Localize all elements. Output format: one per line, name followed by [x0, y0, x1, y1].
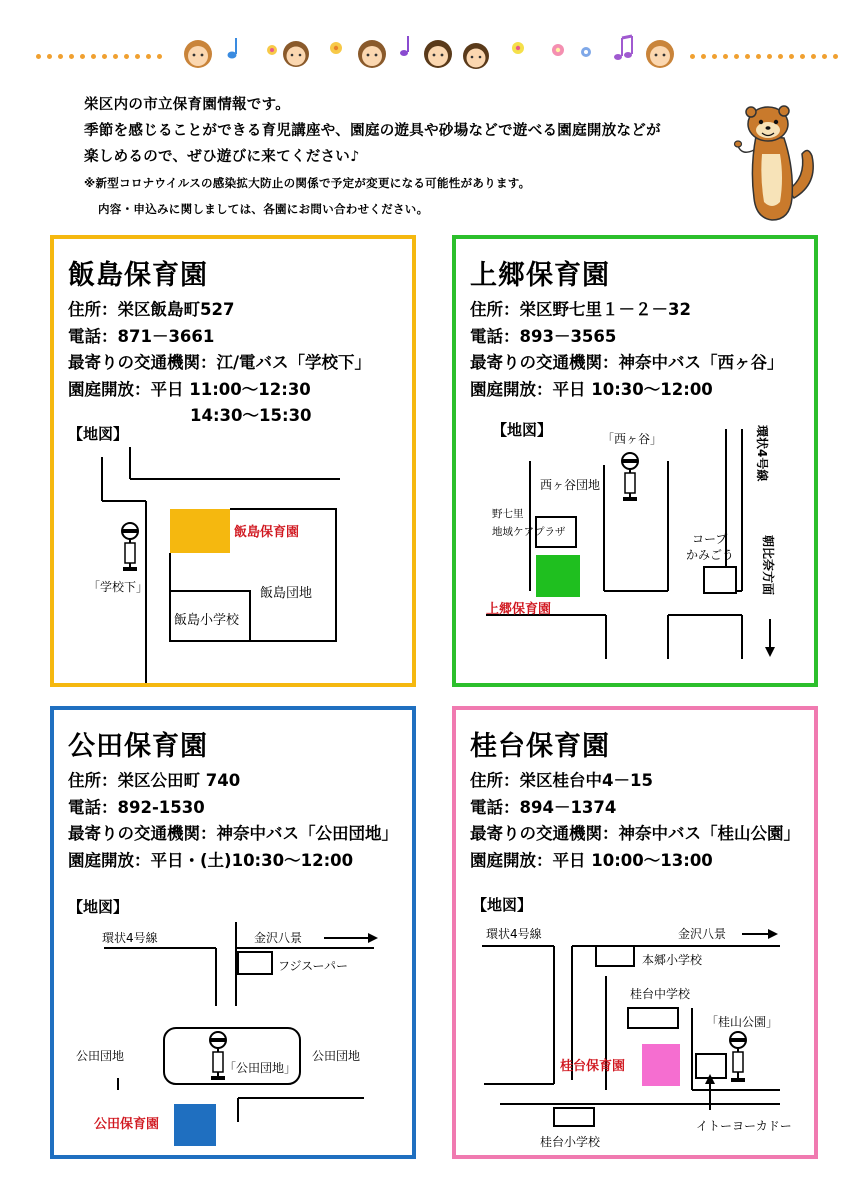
card-kamigo — [452, 235, 818, 687]
map-katsuradai — [456, 710, 814, 1155]
map-plaza-label-1: 野七里 — [492, 508, 524, 520]
ito-building — [696, 1054, 726, 1078]
nursery-marker — [536, 555, 580, 597]
card-iijima — [50, 235, 416, 687]
map-nursery-label: 公田保育園 — [94, 1117, 160, 1132]
child-face-icon — [358, 40, 386, 68]
address: 住所：栄区公田町 740 — [68, 771, 241, 790]
address: 住所：栄区飯島町527 — [68, 300, 235, 319]
child-face-icon — [283, 41, 309, 67]
chu-school-building — [628, 1008, 678, 1028]
map-title: 【地図】 — [68, 898, 129, 916]
map-bus-stop-label: 「西ヶ谷」 — [602, 432, 663, 446]
map-danchi-right-label: 公田団地 — [312, 1049, 361, 1063]
map-plaza-label-2: 地域ケアプラザ — [492, 526, 566, 538]
map-direction-label: 金沢八景 — [254, 931, 303, 945]
direction-arrow-icon — [324, 933, 378, 943]
direction-arrow-icon — [742, 929, 778, 939]
map-bus-stop-label: 「公田団地」 — [224, 1061, 297, 1075]
dots-left — [36, 44, 168, 54]
map-road-label: 環状4号線 — [102, 931, 158, 945]
coop-building — [704, 567, 736, 593]
map-sho-label: 桂台小学校 — [540, 1135, 601, 1149]
transit: 最寄りの交通機関：神奈中バス「西ヶ谷」 — [470, 353, 784, 372]
map-ito-label: イトーヨーカドー — [696, 1119, 792, 1133]
phone: 電話：892-1530 — [68, 797, 205, 817]
map-school-label: 飯島小学校 — [174, 613, 240, 628]
child-face-icon — [424, 40, 452, 68]
map-hongo-label: 本郷小学校 — [642, 953, 703, 967]
card-kuden — [50, 706, 416, 1159]
open-hours: 園庭開放：平日 10:00～13:00 — [470, 850, 713, 870]
map-coop-label-2: かみごう — [686, 548, 735, 562]
phone: 電話：894－1374 — [470, 797, 617, 817]
card-katsuradai — [452, 706, 818, 1159]
intro-note-2: 内容・申込みに関しましては、各園にお問い合わせください。 — [98, 202, 429, 216]
open-hours-2: 14:30～15:30 — [190, 406, 312, 425]
map-danchi-left-label: 公田団地 — [76, 1049, 125, 1063]
map-direction-label: 朝比奈方面 — [761, 535, 775, 596]
flower-icon — [512, 42, 524, 54]
map-chu-label: 桂台中学校 — [630, 987, 691, 1001]
hongo-school-building — [596, 946, 634, 966]
intro-line-3: 楽しめるので、ぜひ遊びに来てください♪ — [84, 149, 360, 165]
map-direction-label: 金沢八景 — [678, 927, 727, 941]
map-nursery-label: 飯島保育園 — [234, 525, 300, 540]
nursery-name: 飯島保育園 — [68, 260, 208, 291]
map-road-label: 環状4号線 — [755, 425, 769, 482]
map-coop-label-1: コープ — [692, 532, 728, 546]
nursery-name: 公田保育園 — [68, 731, 208, 762]
intro-text — [84, 92, 661, 222]
open-hours: 園庭開放：平日・(土)10:30～12:00 — [68, 850, 354, 870]
address: 住所：栄区桂台中4－15 — [470, 771, 653, 790]
map-road-label: 環状4号線 — [486, 927, 542, 941]
child-face-icon — [646, 40, 674, 68]
map-danchi-label: 飯島団地 — [260, 586, 313, 601]
music-note-icon — [614, 36, 632, 60]
flower-icon — [330, 42, 342, 54]
open-hours: 園庭開放：平日 10:30～12:00 — [470, 379, 713, 399]
map-roads — [102, 447, 340, 683]
map-bus-stop-label: 「学校下」 — [88, 580, 149, 594]
child-face-icon — [184, 40, 212, 68]
open-hours: 園庭開放：平日 11:00～12:30 — [68, 379, 311, 399]
sho-school-building — [554, 1108, 594, 1126]
map-danchi-label: 西ヶ谷団地 — [540, 478, 601, 492]
intro-line-1: 栄区内の市立保育園情報です。 — [84, 97, 291, 113]
child-face-icon — [463, 43, 489, 69]
music-note-icon — [400, 36, 408, 56]
flower-icon — [581, 47, 591, 57]
map-supermarket-label: フジスーパー — [278, 959, 348, 973]
nursery-marker — [170, 509, 230, 553]
transit: 最寄りの交通機関：江/電バス「学校下」 — [68, 353, 372, 372]
intro-note-1: ※新型コロナウイルスの感染拡大防止の関係で予定が変更になる可能性があります。 — [84, 176, 531, 190]
direction-arrow-icon — [765, 619, 775, 657]
nursery-name: 上郷保育園 — [470, 260, 610, 291]
phone: 電話：871－3661 — [68, 326, 215, 346]
children-banner-illustration — [176, 28, 681, 72]
map-title: 【地図】 — [472, 896, 533, 914]
bus-loop — [164, 1028, 300, 1084]
address: 住所：栄区野七里１－２－32 — [470, 300, 691, 319]
phone: 電話：893－3565 — [470, 326, 617, 346]
flower-icon — [552, 44, 564, 56]
map-title: 【地図】 — [68, 425, 129, 443]
transit: 最寄りの交通機関：神奈中バス「公田団地」 — [68, 824, 398, 843]
music-note-icon — [228, 38, 237, 59]
nursery-marker — [174, 1104, 216, 1146]
bus-stop-icon — [622, 453, 638, 501]
map-kamigo — [456, 239, 814, 683]
supermarket-building — [238, 952, 272, 974]
nursery-name: 桂台保育園 — [470, 731, 610, 762]
nursery-marker — [642, 1044, 680, 1086]
intro-line-2: 季節を感じることができる育児講座や、園庭の遊具や砂場などで遊べる園庭開放などが — [84, 123, 661, 139]
bus-stop-icon — [730, 1032, 746, 1082]
map-title: 【地図】 — [492, 421, 553, 439]
transit: 最寄りの交通機関：神奈中バス「桂山公園」 — [470, 824, 800, 843]
bus-stop-icon — [122, 523, 138, 571]
map-kuden — [54, 710, 412, 1155]
map-bus-stop-label: 「桂山公園」 — [706, 1015, 779, 1029]
map-nursery-label: 上郷保育園 — [486, 602, 552, 617]
weasel-mascot-icon — [732, 98, 820, 226]
flower-icon — [267, 45, 277, 55]
map-nursery-label: 桂台保育園 — [560, 1059, 626, 1074]
dots-right — [690, 44, 844, 54]
map-iijima — [54, 239, 412, 683]
